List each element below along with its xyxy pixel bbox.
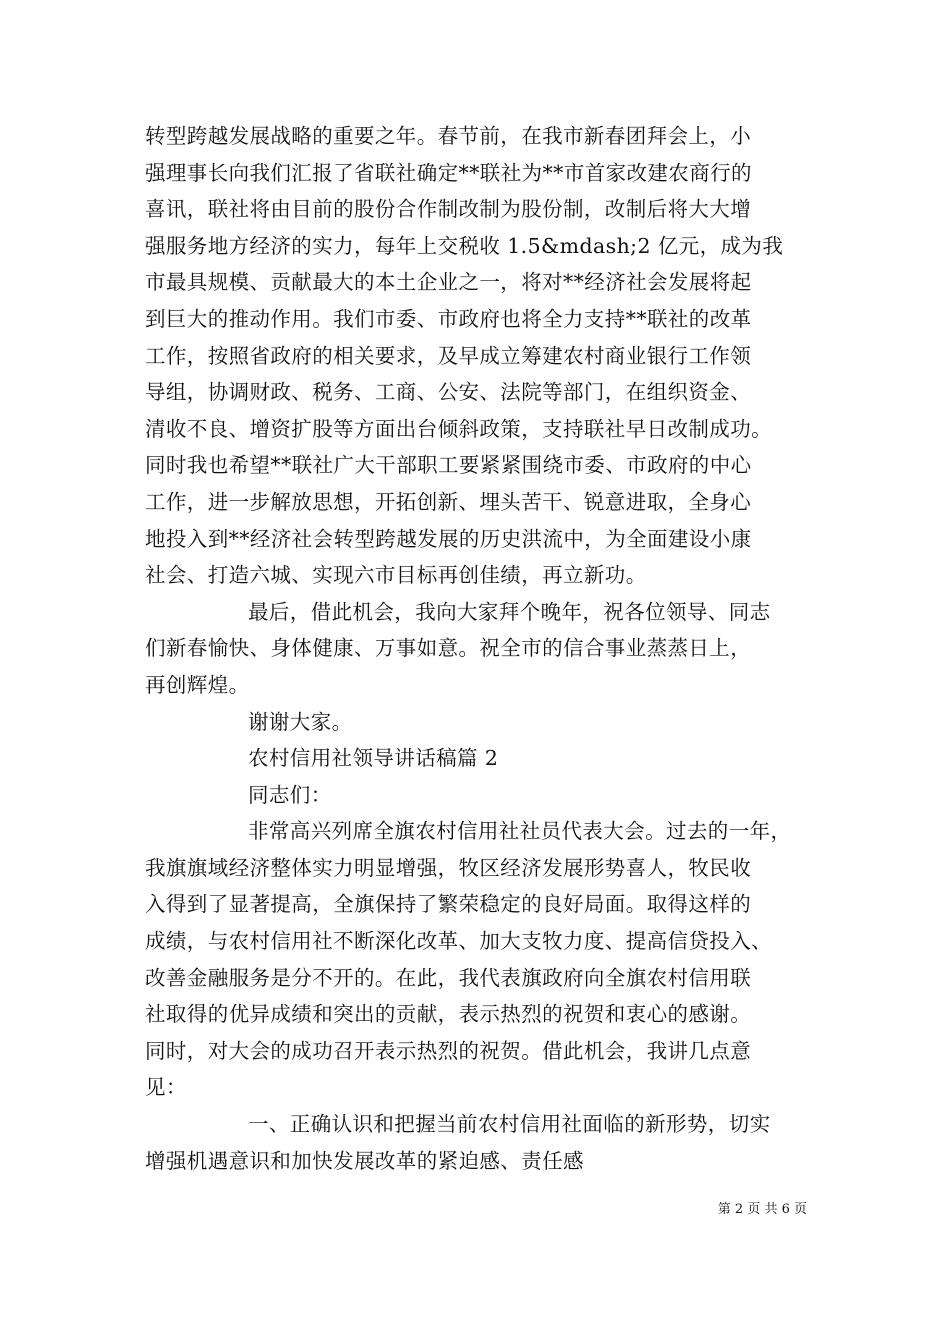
text-line: 改善金融服务是分不开的。在此，我代表旗政府向全旗农村信用联 [145,965,752,990]
text-line: 一、正确认识和把握当前农村信用社面临的新形势，切实 [248,1112,771,1137]
text-line: 同志们： [248,782,332,807]
text-line: 入得到了显著提高，全旗保持了繁荣稳定的良好局面。取得这样的 [145,892,752,917]
text-line: 同时我也希望**联社广大干部职工要紧紧围绕市委、市政府的中心 [145,453,752,478]
text-line: 增强机遇意识和加快发展改革的紧迫感、责任感 [145,1148,584,1173]
text-line: 再创辉煌。 [145,672,250,697]
text-line: 谢谢大家。 [248,709,353,734]
document-body [145,118,815,1179]
text-line: 地投入到**经济社会转型跨越发展的历史洪流中，为全面建设小康 [145,526,752,551]
page-number: 第 2 页 共 6 页 [717,1202,807,1217]
text-line: 导组，协调财政、税务、工商、公安、法院等部门，在组织资金、 [145,380,752,405]
text-line: 成绩，与农村信用社不断深化改革、加大支牧力度、提高信贷投入、 [145,929,772,954]
text-line: 见： [145,1075,187,1100]
text-line: 工作，进一步解放思想，开拓创新、埋头苦干、锐意进取，全身心 [145,489,752,514]
text-line: 我旗旗域经济整体实力明显增强，牧区经济发展形势喜人，牧民收 [145,855,752,880]
text-line: 最后，借此机会，我向大家拜个晚年，祝各位领导、同志 [248,599,771,624]
text-line: 强服务地方经济的实力，每年上交税收 1.5&mdash;2 亿元，成为我 [145,233,784,258]
text-line: 强理事长向我们汇报了省联社确定**联社为**市首家改建农商行的 [145,160,752,185]
text-line: 同时，对大会的成功召开表示热烈的祝贺。借此机会，我讲几点意 [145,1038,752,1063]
text-line: 到巨大的推动作用。我们市委、市政府也将全力支持**联社的改革 [145,306,752,331]
text-line: 工作，按照省政府的相关要求，及早成立筹建农村商业银行工作领 [145,343,752,368]
text-line: 非常高兴列席全旗农村信用社社员代表大会。过去的一年， [248,819,792,844]
text-line: 们新春愉快、身体健康、万事如意。祝全市的信合事业蒸蒸日上， [145,636,752,661]
text-line: 市最具规模、贡献最大的本土企业之一，将对**经济社会发展将起 [145,270,752,295]
text-line: 清收不良、增资扩股等方面出台倾斜政策，支持联社早日改制成功。 [145,416,772,441]
text-line: 转型跨越发展战略的重要之年。春节前，在我市新春团拜会上，小 [145,124,752,148]
text-line: 社会、打造六城、实现六市目标再创佳绩，再立新功。 [145,563,647,588]
text-line: 喜讯，联社将由目前的股份合作制改制为股份制，改制后将大大增 [145,197,752,222]
text-line: 农村信用社领导讲话稿篇 2 [248,746,499,771]
text-line: 社取得的优异成绩和突出的贡献，表示热烈的祝贺和衷心的感谢。 [145,1002,752,1027]
